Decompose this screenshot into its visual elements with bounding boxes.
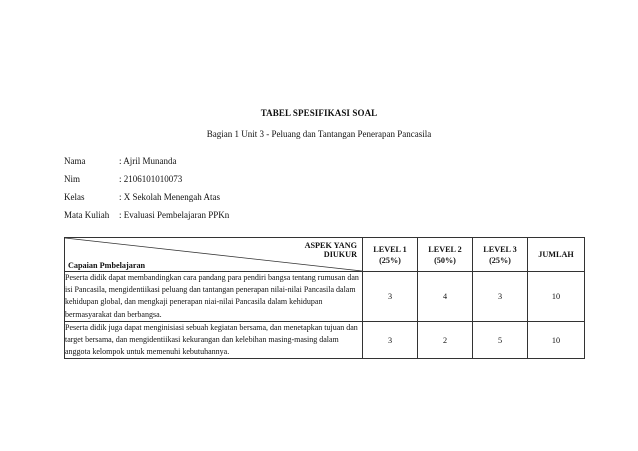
header-level-3-weight: (25%) [489,255,511,265]
header-level-1 [363,238,418,272]
header-level-2-weight: (50%) [434,255,456,265]
header-jumlah-name: JUMLAH [538,250,574,259]
info-value: : Evaluasi Pembelajaran PPKn [119,210,230,220]
document-title: TABEL SPESIFIKASI SOAL [260,108,378,118]
capaian-pembelajaran-label: Capaian Pmbelajaran [68,261,146,270]
capaian-description: Peserta didik dapat membandingkan cara pandang para pendiri bangsa tentang rumusan dan isi Pancasila, mengidentiikasi peluang dan tantangan penerapan nilai-nilai Pancasila dalam kehidupan global, dan mengkaji penerapan niai-nilai Pancasila dalam kehidupan bermasyarakat dan berbangsa. [65,272,363,322]
header-level-1-name: LEVEL 1 [373,244,407,254]
info-label: Nama [64,156,86,166]
header-level-2 [418,238,473,272]
header-level-1-weight: (25%) [379,255,401,265]
corner-header-cell [65,238,363,272]
aspek-line-1: ASPEK YANG [304,241,357,250]
specification-table [64,237,585,359]
header-level-3 [473,238,528,272]
header-level-2-name: LEVEL 2 [428,244,462,254]
level-2-value: 2 [418,321,473,359]
level-1-value: 3 [363,321,418,359]
info-label: Mata Kuliah [64,210,110,220]
info-label: Kelas [64,192,85,202]
level-2-value: 4 [418,272,473,322]
info-value: : X Sekolah Menengah Atas [119,192,220,202]
table-row [65,272,585,322]
info-label: Nim [64,174,81,184]
capaian-description: Peserta didik juga dapat menginisiasi sebuah kegiatan bersama, dan menetapkan tujuan dan target bersama, dan mengidentiikasi kekurangan dan kelebihan masing-masing dalam anggota kelompok untuk memenuhi kebutuhannya. [65,321,363,359]
header-level-3-name: LEVEL 3 [483,244,517,254]
table-row [65,321,585,359]
level-1-value: 3 [363,272,418,322]
level-3-value: 3 [473,272,528,322]
jumlah-value: 10 [528,272,585,322]
table-header-row [65,238,585,272]
info-value: : Ajril Munanda [119,156,177,166]
info-value: : 2106101010073 [119,174,183,184]
level-3-value: 5 [473,321,528,359]
aspek-line-2: DIUKUR [323,250,357,259]
document-subtitle: Bagian 1 Unit 3 - Peluang dan Tantangan Penerapan Pancasila [206,129,432,139]
header-jumlah [528,238,585,272]
aspek-yang-diukur-label [305,241,357,259]
jumlah-value: 10 [528,321,585,359]
